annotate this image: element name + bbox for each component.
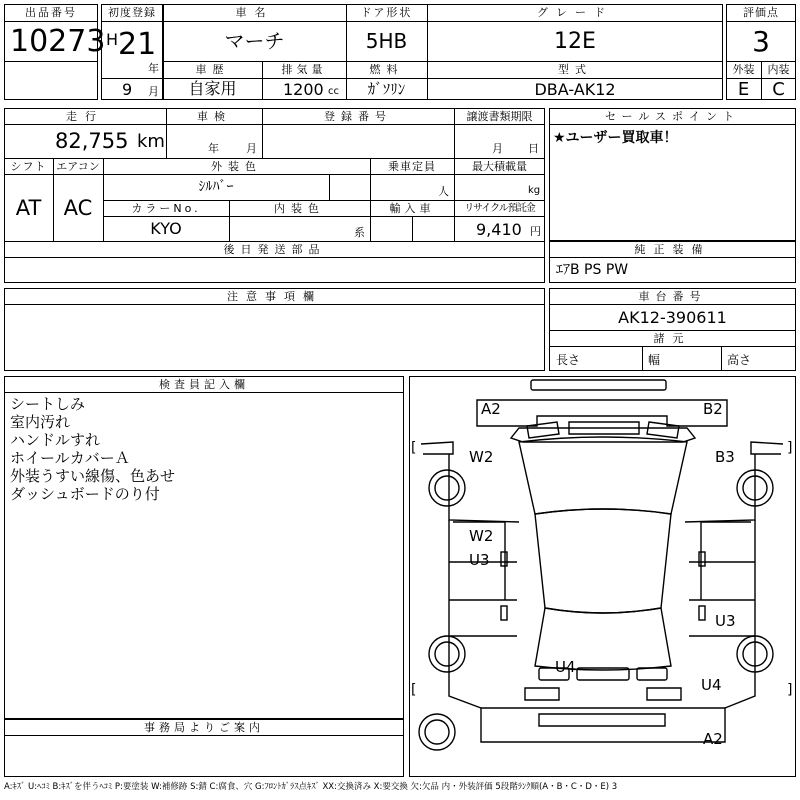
- bracket-left-top: [: [411, 440, 417, 456]
- history-label: 車歴: [195, 63, 230, 76]
- width-label: 幅: [648, 353, 661, 367]
- bracket-left-bottom: [: [411, 682, 417, 698]
- damage-mark-front-right: B2: [703, 400, 723, 418]
- ac-label: エアコン: [56, 160, 100, 173]
- door-type: 5HB: [365, 29, 408, 53]
- shift-label: シフト: [10, 160, 47, 173]
- bracket-right-top: ]: [787, 440, 793, 456]
- registration-number-label: 登録番号: [324, 110, 392, 123]
- specs-label: 諸元: [653, 332, 692, 345]
- inspector-note: 室内汚れ: [10, 413, 71, 431]
- ac: AC: [63, 196, 93, 220]
- transfer-month-unit: 月: [492, 142, 503, 155]
- fuel-label: 燃料: [369, 63, 404, 76]
- year-unit: 年: [148, 62, 159, 75]
- score: 3: [752, 25, 770, 58]
- damage-mark-rear-door-right: U3: [715, 612, 736, 630]
- damage-mark-front-left: A2: [481, 400, 501, 418]
- model: DBA-AK12: [534, 80, 616, 99]
- recycle-fee-label: リサイクル預託金: [464, 203, 535, 214]
- shift: AT: [15, 196, 42, 220]
- later-parts-label: 後日発送部品: [223, 243, 326, 256]
- interior-color-unit: 系: [354, 226, 365, 239]
- damage-mark-front-door-left-2: U3: [469, 551, 490, 569]
- inspector-note: ダッシュボードのり付: [10, 485, 160, 503]
- score-label: 評価点: [743, 6, 779, 19]
- color-number: KYO: [150, 219, 182, 238]
- first-registration-year: 21: [118, 27, 157, 62]
- fuel: ｶﾞｿﾘﾝ: [367, 80, 406, 98]
- damage-mark-rear-bumper: A2: [703, 730, 723, 748]
- car-name-label: 車名: [235, 6, 274, 19]
- lot-number: 10273: [10, 24, 106, 59]
- lot-number-label: 出品番号: [25, 6, 77, 19]
- max-load-unit: kg: [528, 185, 541, 196]
- color-number-label: カラーNo.: [131, 202, 201, 215]
- transfer-day-unit: 日: [528, 142, 539, 155]
- capacity-unit: 人: [438, 185, 449, 198]
- damage-mark-roof-rear: U4: [555, 658, 576, 676]
- history: 自家用: [188, 79, 237, 98]
- mileage-unit: km: [137, 131, 165, 152]
- inspector-note: ホイールカバーＡ: [10, 449, 130, 467]
- transfer-deadline-label: 譲渡書類期限: [466, 110, 533, 123]
- model-label: 型式: [558, 63, 592, 76]
- month-unit: 月: [148, 85, 159, 98]
- grade-label: グレード: [537, 6, 613, 19]
- damage-mark-rear-quarter-right: U4: [701, 676, 722, 694]
- equipment-label: 純正装備: [634, 243, 711, 256]
- equipment-text: ｴｱB PS PW: [556, 262, 629, 278]
- office-label: 事務局よりご案内: [144, 721, 264, 734]
- capacity-label: 乗車定員: [388, 160, 436, 173]
- exterior-label: 外装: [732, 63, 755, 76]
- recycle-fee: 9,410: [476, 220, 522, 239]
- damage-legend: A:ｷｽﾞ U:ﾍｺﾐ B:ｷｽﾞを伴うﾍｺﾐ P:要塗装 W:補修跡 S:錆 C:腐食、穴 G:ﾌﾛﾝﾄｶﾞﾗｽ点ｷｽﾞ XX:交換済み X:要交換 欠:欠品 内・外装評価 5段階ﾗﾝｸ順(A・B・C・D・E) 3: [4, 782, 618, 792]
- sales-point-label: セールスポイント: [604, 110, 740, 123]
- first-registration-month: 9: [122, 80, 133, 99]
- inspection-label: 車検: [197, 110, 231, 123]
- length-label: 長さ: [556, 353, 581, 367]
- max-load-label: 最大積載量: [472, 160, 527, 173]
- displacement-label: 排気量: [281, 63, 327, 76]
- mileage: 82,755: [55, 129, 129, 153]
- inspection-year-unit: 年: [208, 142, 219, 155]
- exterior-color-label: 外装色: [211, 160, 262, 173]
- car-diagram: [409, 376, 796, 777]
- notes-label: 注意事項欄: [227, 290, 322, 303]
- inspector-note: シートしみ: [10, 395, 86, 413]
- inspection-month-unit: 月: [246, 142, 257, 155]
- car-name: マーチ: [224, 29, 285, 53]
- bracket-right-bottom: ]: [787, 682, 793, 698]
- chassis-number: AK12-390611: [618, 308, 727, 327]
- interior-label: 内装: [767, 63, 790, 76]
- exterior-color: ｼﾙﾊﾞｰ: [198, 179, 234, 195]
- inspector-notes: [10, 395, 175, 503]
- displacement-unit: cc: [328, 86, 339, 97]
- exterior-grade: E: [737, 79, 750, 100]
- recycle-fee-unit: 円: [530, 225, 541, 238]
- height-label: 高さ: [727, 353, 752, 367]
- interior-color-label: 内装色: [274, 202, 325, 215]
- damage-mark-fender-right: B3: [715, 448, 735, 466]
- import-label: 輸入車: [389, 202, 435, 215]
- inspector-note: 外装うすい線傷、色あせ: [10, 467, 176, 485]
- sales-point-box: [549, 108, 796, 241]
- first-registration-label: 初度登録: [108, 6, 156, 19]
- era: H: [106, 30, 119, 49]
- door-type-label: ドア形状: [360, 6, 413, 19]
- inspector-label: 検査員記入欄: [159, 378, 249, 391]
- damage-mark-fender-left: W2: [469, 448, 494, 466]
- damage-mark-front-door-left: W2: [469, 527, 494, 545]
- grade: 12E: [554, 29, 596, 54]
- chassis-number-label: 車台番号: [638, 290, 707, 303]
- mileage-label: 走行: [66, 110, 104, 123]
- interior-grade: C: [772, 79, 785, 100]
- inspector-note: ハンドルすれ: [10, 431, 101, 449]
- displacement: 1200: [283, 80, 324, 99]
- sales-point-text: ★ユーザー買取車！: [553, 130, 678, 146]
